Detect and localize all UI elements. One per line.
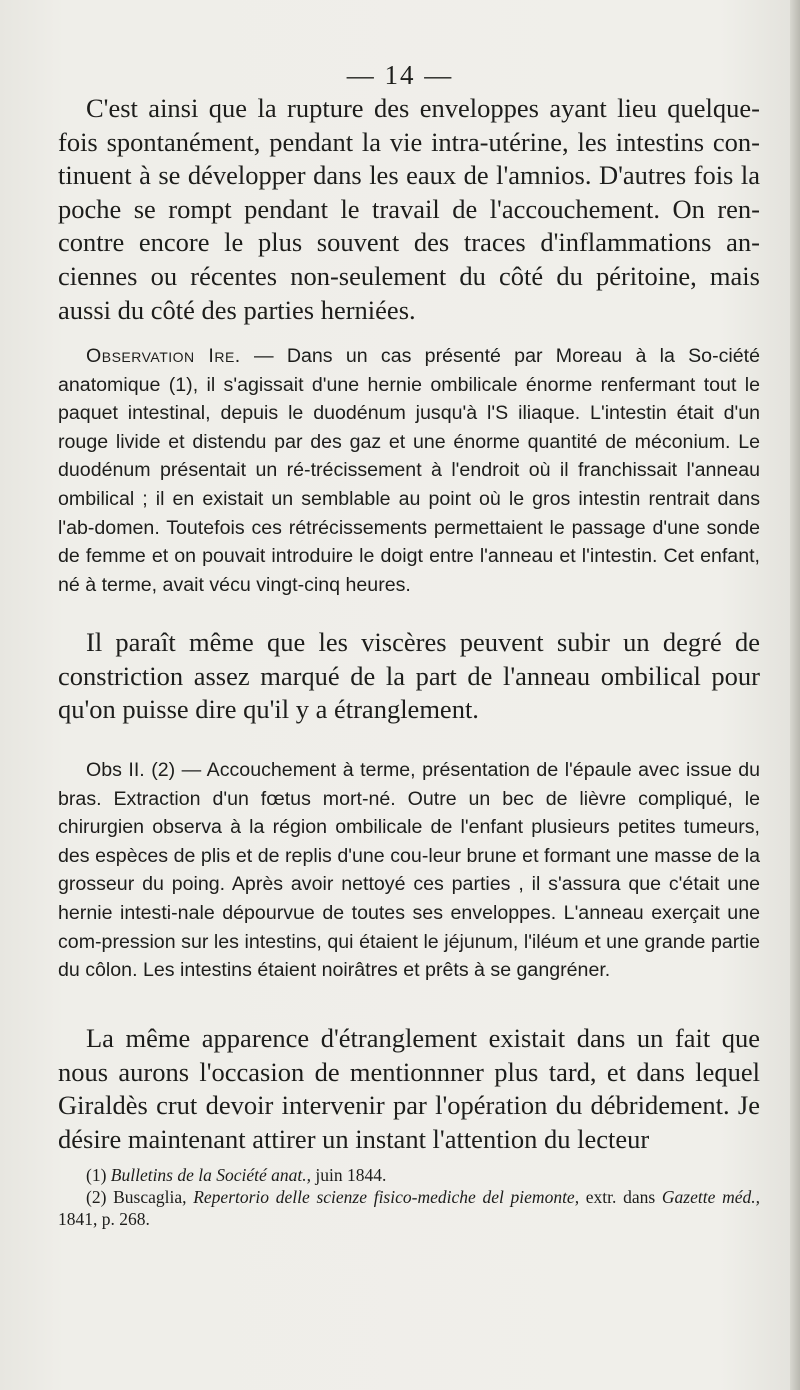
footnote-2-journal: Gazette méd., xyxy=(661,1187,760,1207)
page-number: — 14 — xyxy=(346,60,454,90)
paragraph-3: La même apparence d'étranglement existait dans un fait que nous aurons l'occasion de mentionnner plus tard, et dans lequel Giraldès crut devoir intervenir par l'opération du débridement. Je désire maintenant attirer un instant l'attention du lecteur xyxy=(58,1023,760,1154)
observation-1-heading: Observation Ire. xyxy=(86,345,241,367)
footnote-1-number: (1) xyxy=(86,1165,107,1185)
observation-2-heading: Obs II. xyxy=(86,759,145,781)
footnote-1-date: juin 1844. xyxy=(311,1165,387,1185)
paragraph-2: Il paraît même que les viscères peuvent subir un degré de constriction assez marqué de la part de l'anneau ombilical pour qu'on puisse dire qu'il y a étranglement. xyxy=(58,627,760,725)
footnote-2-number: (2) xyxy=(86,1187,107,1207)
footnote-2 xyxy=(58,1186,760,1230)
footnote-2-connector: extr. dans xyxy=(579,1187,662,1207)
footnotes xyxy=(58,1164,760,1230)
observation-1 xyxy=(58,342,760,599)
observation-2-text: (2) — Accouchement à terme, présentation de l'épaule avec issue du bras. Extraction d'un fœtus mort-né. Outre un bec de lièvre compliqué, le chirurgien observa à la région ombilicale de l'enfant plusieurs petites tumeurs, des espèces de plis et de replis d'une cou-leur brune et formant une masse de la grosseur du poing. Après avoir nettoyé ces parties , il s'assura que c'était une hernie intesti-nale dépourvue de toutes ses enveloppes. L'anneau exerçait une com-pression sur les intestins, qui étaient le jéjunum, l'iléum et une grande partie du côlon. Les intestins étaient noirâtres et prêts à se gangréner. xyxy=(58,759,760,982)
footnote-1-title: Bulletins de la Société anat., xyxy=(110,1165,312,1185)
footnote-2-reference: 1841, p. 268. xyxy=(58,1209,150,1229)
observation-2 xyxy=(58,756,760,985)
footnote-2-author: Buscaglia, xyxy=(106,1187,194,1207)
page-edge-shadow xyxy=(790,0,800,1390)
footnote-1 xyxy=(58,1164,760,1186)
paragraph-1: C'est ainsi que la rupture des enveloppes ayant lieu quelque-fois spontanément, pendant la vie intra-utérine, les intestins con-tinuent à se développer dans les eaux de l'amnios. D'autres fois la poche se rompt pendant le travail de l'accouchement. On ren-contre encore le plus souvent des traces d'inflammations an-ciennes ou récentes non-seulement du côté du péritoine, mais aussi du côté des parties herniées. xyxy=(58,93,760,325)
footnote-2-title: Repertorio delle scienze fisico-mediche del piemonte, xyxy=(193,1187,580,1207)
observation-1-text: — Dans un cas présenté par Moreau à la So-ciété anatomique (1), il s'agissait d'une hernie ombilicale énorme renfermant tout le paquet intestinal, depuis le duodénum jusqu'à l'S iliaque. L'intestin était d'un rouge livide et distendu par des gaz et une énorme quantité de méconium. Le duodénum présentait un ré-trécissement à l'endroit où il franchissait l'anneau ombilical ; il en existait un semblable au point où le gros intestin rentrait dans l'ab-domen. Toutefois ces rétrécissements permettaient le passage d'une sonde de femme et on pouvait introduire le doigt entre l'anneau et l'intestin. Cet enfant, né à terme, avait vécu vingt-cinq heures. xyxy=(58,345,760,596)
